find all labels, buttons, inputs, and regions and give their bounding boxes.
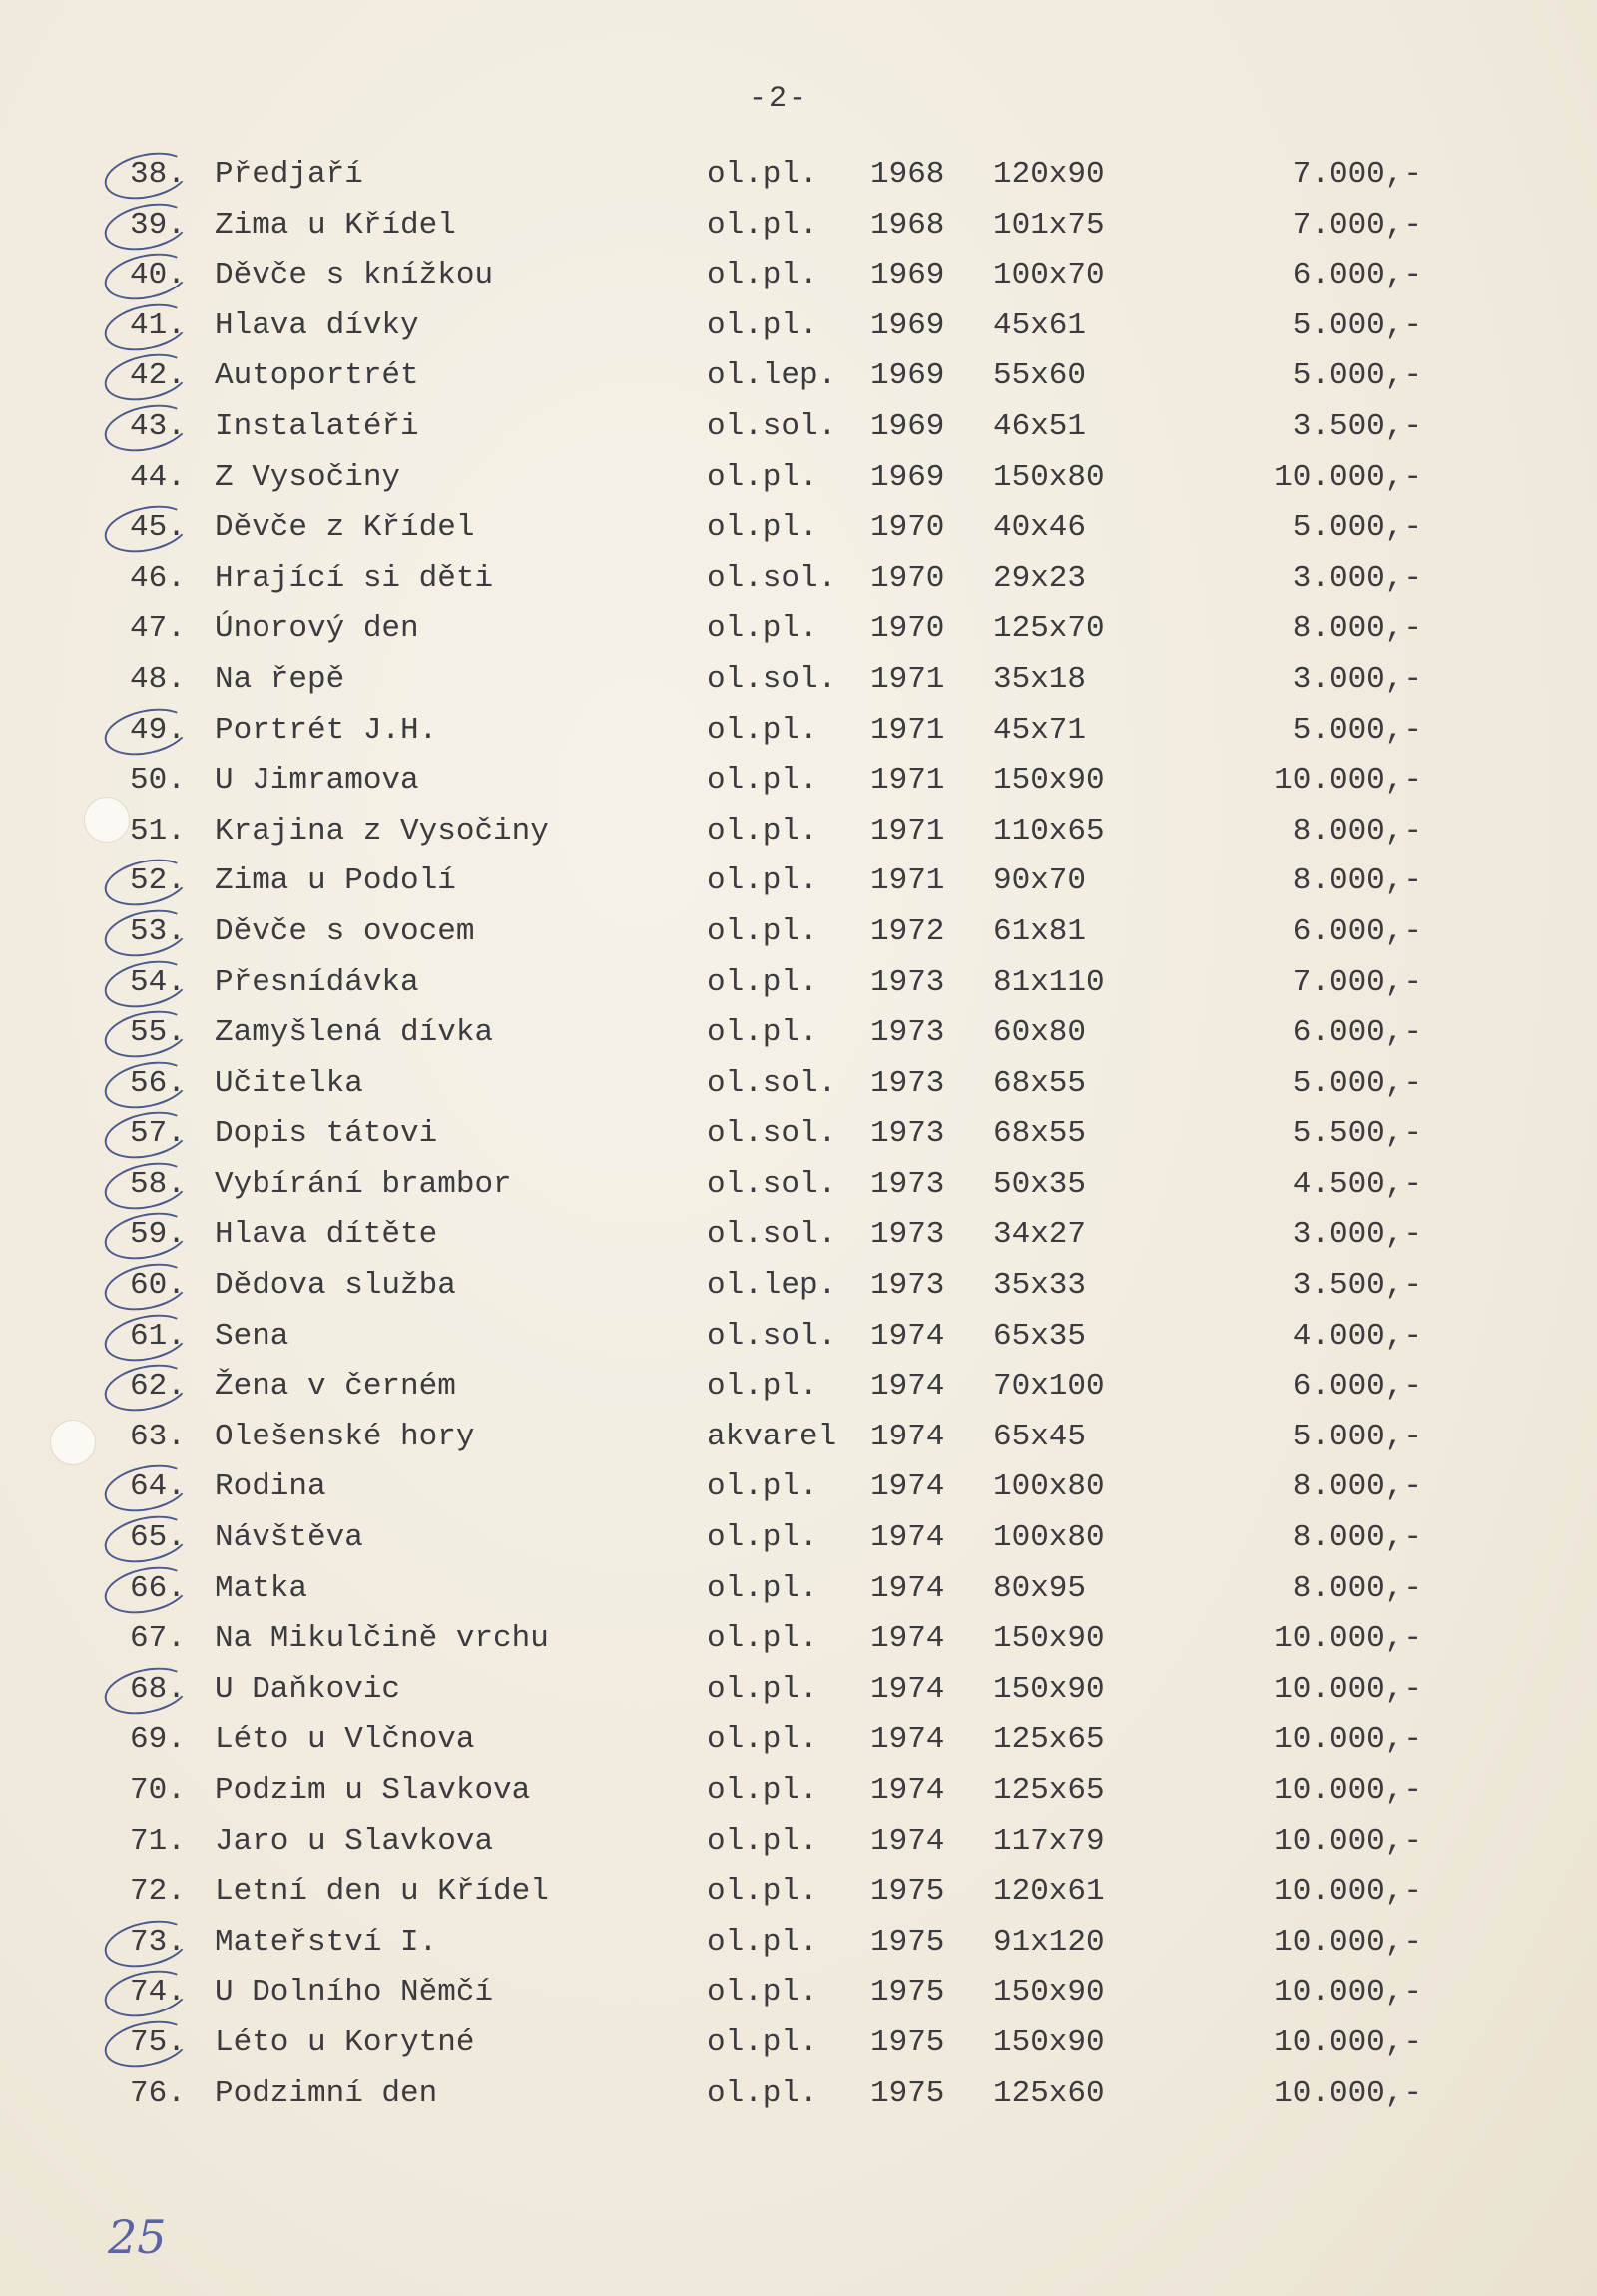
- dimensions: 100x80: [993, 1520, 1105, 1556]
- dimensions: 68x55: [993, 1116, 1087, 1152]
- year: 1974: [870, 1773, 945, 1808]
- dimensions: 125x65: [993, 1773, 1105, 1808]
- catalog-row: [0, 1160, 1557, 1211]
- technique: ol.pl.: [707, 459, 818, 495]
- dimensions: 100x80: [993, 1469, 1105, 1505]
- catalog-row: [0, 453, 1557, 504]
- year: 1975: [870, 1924, 945, 1960]
- dimensions: 91x120: [993, 1924, 1105, 1960]
- item-number: 45.: [130, 510, 186, 546]
- page-number: -2-: [748, 82, 808, 116]
- year: 1973: [870, 1217, 945, 1253]
- artwork-title: Instalatéři: [215, 408, 419, 444]
- technique: ol.sol.: [707, 560, 837, 596]
- price: 3.000,-: [1292, 560, 1422, 596]
- catalog-row: [0, 402, 1557, 453]
- year: 1971: [870, 863, 945, 899]
- price: 10.000,-: [1274, 2075, 1422, 2111]
- technique: ol.pl.: [707, 1975, 818, 2010]
- artwork-title: Zima u Podolí: [215, 863, 456, 899]
- item-number: 50.: [130, 763, 186, 799]
- price: 6.000,-: [1292, 1369, 1422, 1405]
- artwork-title: Na řepě: [215, 661, 345, 697]
- price: 8.000,-: [1292, 1570, 1422, 1606]
- year: 1974: [870, 1469, 945, 1505]
- technique: ol.sol.: [707, 1116, 837, 1152]
- technique: ol.pl.: [707, 2024, 818, 2060]
- technique: ol.pl.: [707, 1722, 818, 1758]
- year: 1973: [870, 1065, 945, 1101]
- artwork-title: Rodina: [215, 1469, 326, 1505]
- price: 5.000,-: [1292, 307, 1422, 343]
- catalog-row: [0, 1261, 1557, 1312]
- item-number: 41.: [130, 307, 186, 343]
- year: 1975: [870, 1975, 945, 2010]
- year: 1971: [870, 712, 945, 748]
- year: 1974: [870, 1419, 945, 1454]
- handwritten-page-count: 25: [108, 2210, 167, 2264]
- dimensions: 40x46: [993, 510, 1087, 546]
- artwork-title: Děvče z Křídel: [215, 510, 475, 546]
- item-number: 52.: [130, 863, 186, 899]
- item-number: 57.: [130, 1116, 186, 1152]
- price: 5.500,-: [1292, 1116, 1422, 1152]
- catalog-row: [0, 1766, 1557, 1817]
- dimensions: 81x110: [993, 964, 1105, 1000]
- price: 3.500,-: [1292, 1268, 1422, 1304]
- technique: ol.pl.: [707, 2075, 818, 2111]
- dimensions: 65x45: [993, 1419, 1087, 1454]
- technique: ol.pl.: [707, 1369, 818, 1405]
- year: 1969: [870, 307, 945, 343]
- item-number: 53.: [130, 913, 186, 949]
- technique: ol.lep.: [707, 1268, 837, 1304]
- catalog-row: [0, 1968, 1557, 2018]
- catalog-row: [0, 201, 1557, 252]
- dimensions: 100x70: [993, 258, 1105, 293]
- year: 1971: [870, 661, 945, 697]
- technique: ol.pl.: [707, 1469, 818, 1505]
- artwork-title: Učitelka: [215, 1065, 363, 1101]
- year: 1974: [870, 1369, 945, 1405]
- catalog-row: [0, 1918, 1557, 1969]
- catalog-row: [0, 1059, 1557, 1110]
- item-number: 69.: [130, 1722, 186, 1758]
- price: 5.000,-: [1292, 510, 1422, 546]
- catalog-row: [0, 1564, 1557, 1615]
- catalog-row: [0, 1614, 1557, 1665]
- technique: ol.pl.: [707, 964, 818, 1000]
- year: 1969: [870, 408, 945, 444]
- item-number: 39.: [130, 207, 186, 243]
- year: 1974: [870, 1621, 945, 1657]
- artwork-title: Hlava dítěte: [215, 1217, 438, 1253]
- catalog-row: [0, 1008, 1557, 1059]
- technique: ol.sol.: [707, 1318, 837, 1354]
- catalog-row: [0, 857, 1557, 907]
- year: 1974: [870, 1823, 945, 1859]
- catalog-row: [0, 1462, 1557, 1513]
- artwork-title: Žena v černém: [215, 1369, 456, 1405]
- artwork-title: Sena: [215, 1318, 289, 1354]
- artwork-title: Zamyšlená dívka: [215, 1015, 494, 1051]
- technique: ol.pl.: [707, 813, 818, 849]
- artwork-title: Letní den u Křídel: [215, 1874, 549, 1910]
- artwork-title: Podzim u Slavkova: [215, 1773, 531, 1808]
- year: 1974: [870, 1520, 945, 1556]
- item-number: 72.: [130, 1874, 186, 1910]
- technique: ol.pl.: [707, 1874, 818, 1910]
- price: 7.000,-: [1292, 157, 1422, 192]
- price: 10.000,-: [1274, 1924, 1422, 1960]
- technique: ol.pl.: [707, 913, 818, 949]
- artwork-title: Vybírání brambor: [215, 1166, 512, 1202]
- price: 4.500,-: [1292, 1166, 1422, 1202]
- item-number: 47.: [130, 611, 186, 647]
- artwork-title: Návštěva: [215, 1520, 363, 1556]
- dimensions: 125x60: [993, 2075, 1105, 2111]
- item-number: 70.: [130, 1773, 186, 1808]
- item-number: 73.: [130, 1924, 186, 1960]
- year: 1974: [870, 1722, 945, 1758]
- technique: ol.pl.: [707, 1924, 818, 1960]
- technique: ol.pl.: [707, 1773, 818, 1808]
- item-number: 61.: [130, 1318, 186, 1354]
- dimensions: 117x79: [993, 1823, 1105, 1859]
- year: 1974: [870, 1671, 945, 1707]
- technique: ol.pl.: [707, 1015, 818, 1051]
- dimensions: 110x65: [993, 813, 1105, 849]
- item-number: 40.: [130, 258, 186, 293]
- artwork-title: Léto u Korytné: [215, 2024, 475, 2060]
- price: 3.500,-: [1292, 408, 1422, 444]
- artwork-title: Jaro u Slavkova: [215, 1823, 494, 1859]
- catalog-row: [0, 655, 1557, 706]
- artwork-title: U Dolního Němčí: [215, 1975, 494, 2010]
- item-number: 51.: [130, 813, 186, 849]
- item-number: 66.: [130, 1570, 186, 1606]
- technique: ol.pl.: [707, 763, 818, 799]
- item-number: 67.: [130, 1621, 186, 1657]
- dimensions: 35x33: [993, 1268, 1087, 1304]
- dimensions: 65x35: [993, 1318, 1087, 1354]
- dimensions: 60x80: [993, 1015, 1087, 1051]
- catalog-row: [0, 604, 1557, 655]
- dimensions: 68x55: [993, 1065, 1087, 1101]
- year: 1973: [870, 1166, 945, 1202]
- catalog-row: [0, 2069, 1557, 2120]
- year: 1973: [870, 1015, 945, 1051]
- year: 1973: [870, 1116, 945, 1152]
- artwork-title: Na Mikulčině vrchu: [215, 1621, 549, 1657]
- item-number: 68.: [130, 1671, 186, 1707]
- dimensions: 150x80: [993, 459, 1105, 495]
- catalog-row: [0, 554, 1557, 605]
- dimensions: 80x95: [993, 1570, 1087, 1606]
- dimensions: 35x18: [993, 661, 1087, 697]
- price: 10.000,-: [1274, 1671, 1422, 1707]
- technique: ol.pl.: [707, 307, 818, 343]
- price: 4.000,-: [1292, 1318, 1422, 1354]
- price: 5.000,-: [1292, 712, 1422, 748]
- price: 6.000,-: [1292, 913, 1422, 949]
- year: 1973: [870, 964, 945, 1000]
- technique: ol.pl.: [707, 712, 818, 748]
- price: 10.000,-: [1274, 2024, 1422, 2060]
- item-number: 63.: [130, 1419, 186, 1454]
- price: 10.000,-: [1274, 1773, 1422, 1808]
- dimensions: 101x75: [993, 207, 1105, 243]
- year: 1970: [870, 560, 945, 596]
- technique: ol.sol.: [707, 1065, 837, 1101]
- artwork-title: Únorový den: [215, 611, 419, 647]
- catalog-row: [0, 706, 1557, 757]
- catalog-row: [0, 2018, 1557, 2069]
- price: 10.000,-: [1274, 459, 1422, 495]
- technique: ol.pl.: [707, 1621, 818, 1657]
- price: 3.000,-: [1292, 1217, 1422, 1253]
- dimensions: 90x70: [993, 863, 1087, 899]
- catalog-row: [0, 807, 1557, 858]
- item-number: 64.: [130, 1469, 186, 1505]
- year: 1968: [870, 207, 945, 243]
- price: 3.000,-: [1292, 661, 1422, 697]
- year: 1972: [870, 913, 945, 949]
- artwork-title: Olešenské hory: [215, 1419, 475, 1454]
- artwork-title: Zima u Křídel: [215, 207, 456, 243]
- item-number: 38.: [130, 157, 186, 192]
- price: 10.000,-: [1274, 1874, 1422, 1910]
- year: 1974: [870, 1570, 945, 1606]
- year: 1974: [870, 1318, 945, 1354]
- dimensions: 125x65: [993, 1722, 1105, 1758]
- item-number: 54.: [130, 964, 186, 1000]
- price: 8.000,-: [1292, 611, 1422, 647]
- technique: ol.pl.: [707, 510, 818, 546]
- catalog-row: [0, 958, 1557, 1009]
- dimensions: 46x51: [993, 408, 1087, 444]
- technique: ol.pl.: [707, 1823, 818, 1859]
- artwork-title: U Daňkovic: [215, 1671, 401, 1707]
- item-number: 49.: [130, 712, 186, 748]
- catalog-row: [0, 1665, 1557, 1716]
- year: 1969: [870, 258, 945, 293]
- dimensions: 29x23: [993, 560, 1087, 596]
- year: 1975: [870, 2075, 945, 2111]
- artwork-title: Autoportrét: [215, 358, 419, 394]
- year: 1971: [870, 763, 945, 799]
- item-number: 62.: [130, 1369, 186, 1405]
- technique: ol.pl.: [707, 1570, 818, 1606]
- technique: ol.pl.: [707, 863, 818, 899]
- item-number: 43.: [130, 408, 186, 444]
- price: 10.000,-: [1274, 1975, 1422, 2010]
- price: 8.000,-: [1292, 813, 1422, 849]
- technique: ol.pl.: [707, 207, 818, 243]
- catalog-row: [0, 1817, 1557, 1868]
- artwork-title: Portrét J.H.: [215, 712, 438, 748]
- price: 8.000,-: [1292, 1520, 1422, 1556]
- price: 5.000,-: [1292, 1419, 1422, 1454]
- artwork-title: Dopis tátovi: [215, 1116, 438, 1152]
- price: 5.000,-: [1292, 358, 1422, 394]
- item-number: 59.: [130, 1217, 186, 1253]
- dimensions: 61x81: [993, 913, 1087, 949]
- dimensions: 125x70: [993, 611, 1105, 647]
- price: 6.000,-: [1292, 1015, 1422, 1051]
- technique: ol.pl.: [707, 611, 818, 647]
- dimensions: 70x100: [993, 1369, 1105, 1405]
- price: 10.000,-: [1274, 1823, 1422, 1859]
- dimensions: 55x60: [993, 358, 1087, 394]
- item-number: 48.: [130, 661, 186, 697]
- price: 7.000,-: [1292, 964, 1422, 1000]
- catalog-row: [0, 1362, 1557, 1413]
- price: 8.000,-: [1292, 1469, 1422, 1505]
- technique: ol.sol.: [707, 1166, 837, 1202]
- year: 1975: [870, 2024, 945, 2060]
- catalog-row: [0, 1413, 1557, 1463]
- artwork-catalog-list: [0, 150, 1557, 2119]
- catalog-row: [0, 1867, 1557, 1918]
- dimensions: 120x90: [993, 157, 1105, 192]
- price: 6.000,-: [1292, 258, 1422, 293]
- artwork-title: U Jimramova: [215, 763, 419, 799]
- price: 10.000,-: [1274, 1722, 1422, 1758]
- dimensions: 150x90: [993, 2024, 1105, 2060]
- year: 1969: [870, 358, 945, 394]
- artwork-title: Děvče s knížkou: [215, 258, 494, 293]
- technique: ol.lep.: [707, 358, 837, 394]
- catalog-row: [0, 907, 1557, 958]
- artwork-title: Předjaří: [215, 157, 363, 192]
- artwork-title: Mateřství I.: [215, 1924, 438, 1960]
- year: 1968: [870, 157, 945, 192]
- catalog-row: [0, 503, 1557, 554]
- catalog-row: [0, 1312, 1557, 1363]
- price: 5.000,-: [1292, 1065, 1422, 1101]
- price: 10.000,-: [1274, 1621, 1422, 1657]
- catalog-row: [0, 301, 1557, 352]
- technique: ol.pl.: [707, 1671, 818, 1707]
- technique: akvarel: [707, 1419, 837, 1454]
- dimensions: 150x90: [993, 1671, 1105, 1707]
- year: 1969: [870, 459, 945, 495]
- catalog-row: [0, 756, 1557, 807]
- item-number: 46.: [130, 560, 186, 596]
- artwork-title: Přesnídávka: [215, 964, 419, 1000]
- item-number: 74.: [130, 1975, 186, 2010]
- dimensions: 150x90: [993, 763, 1105, 799]
- dimensions: 45x71: [993, 712, 1087, 748]
- artwork-title: Hrající si děti: [215, 560, 494, 596]
- item-number: 76.: [130, 2075, 186, 2111]
- catalog-row: [0, 1109, 1557, 1160]
- item-number: 65.: [130, 1520, 186, 1556]
- artwork-title: Podzimní den: [215, 2075, 438, 2111]
- technique: ol.sol.: [707, 661, 837, 697]
- dimensions: 120x61: [993, 1874, 1105, 1910]
- artwork-title: Matka: [215, 1570, 308, 1606]
- dimensions: 150x90: [993, 1975, 1105, 2010]
- technique: ol.pl.: [707, 258, 818, 293]
- item-number: 42.: [130, 358, 186, 394]
- year: 1970: [870, 510, 945, 546]
- catalog-row: [0, 251, 1557, 301]
- item-number: 56.: [130, 1065, 186, 1101]
- artwork-title: Z Vysočiny: [215, 459, 401, 495]
- artwork-title: Krajina z Vysočiny: [215, 813, 549, 849]
- dimensions: 50x35: [993, 1166, 1087, 1202]
- item-number: 44.: [130, 459, 186, 495]
- dimensions: 34x27: [993, 1217, 1087, 1253]
- catalog-row: [0, 150, 1557, 201]
- catalog-row: [0, 1715, 1557, 1766]
- year: 1970: [870, 611, 945, 647]
- technique: ol.pl.: [707, 1520, 818, 1556]
- dimensions: 45x61: [993, 307, 1087, 343]
- price: 10.000,-: [1274, 763, 1422, 799]
- item-number: 58.: [130, 1166, 186, 1202]
- artwork-title: Hlava dívky: [215, 307, 419, 343]
- artwork-title: Léto u Vlčnova: [215, 1722, 475, 1758]
- year: 1971: [870, 813, 945, 849]
- technique: ol.pl.: [707, 157, 818, 192]
- price: 7.000,-: [1292, 207, 1422, 243]
- technique: ol.sol.: [707, 1217, 837, 1253]
- item-number: 75.: [130, 2024, 186, 2060]
- catalog-row: [0, 1513, 1557, 1564]
- item-number: 60.: [130, 1268, 186, 1304]
- catalog-row: [0, 1210, 1557, 1261]
- artwork-title: Děvče s ovocem: [215, 913, 475, 949]
- catalog-row: [0, 351, 1557, 402]
- price: 8.000,-: [1292, 863, 1422, 899]
- year: 1975: [870, 1874, 945, 1910]
- item-number: 55.: [130, 1015, 186, 1051]
- item-number: 71.: [130, 1823, 186, 1859]
- artwork-title: Dědova služba: [215, 1268, 456, 1304]
- dimensions: 150x90: [993, 1621, 1105, 1657]
- technique: ol.sol.: [707, 408, 837, 444]
- year: 1973: [870, 1268, 945, 1304]
